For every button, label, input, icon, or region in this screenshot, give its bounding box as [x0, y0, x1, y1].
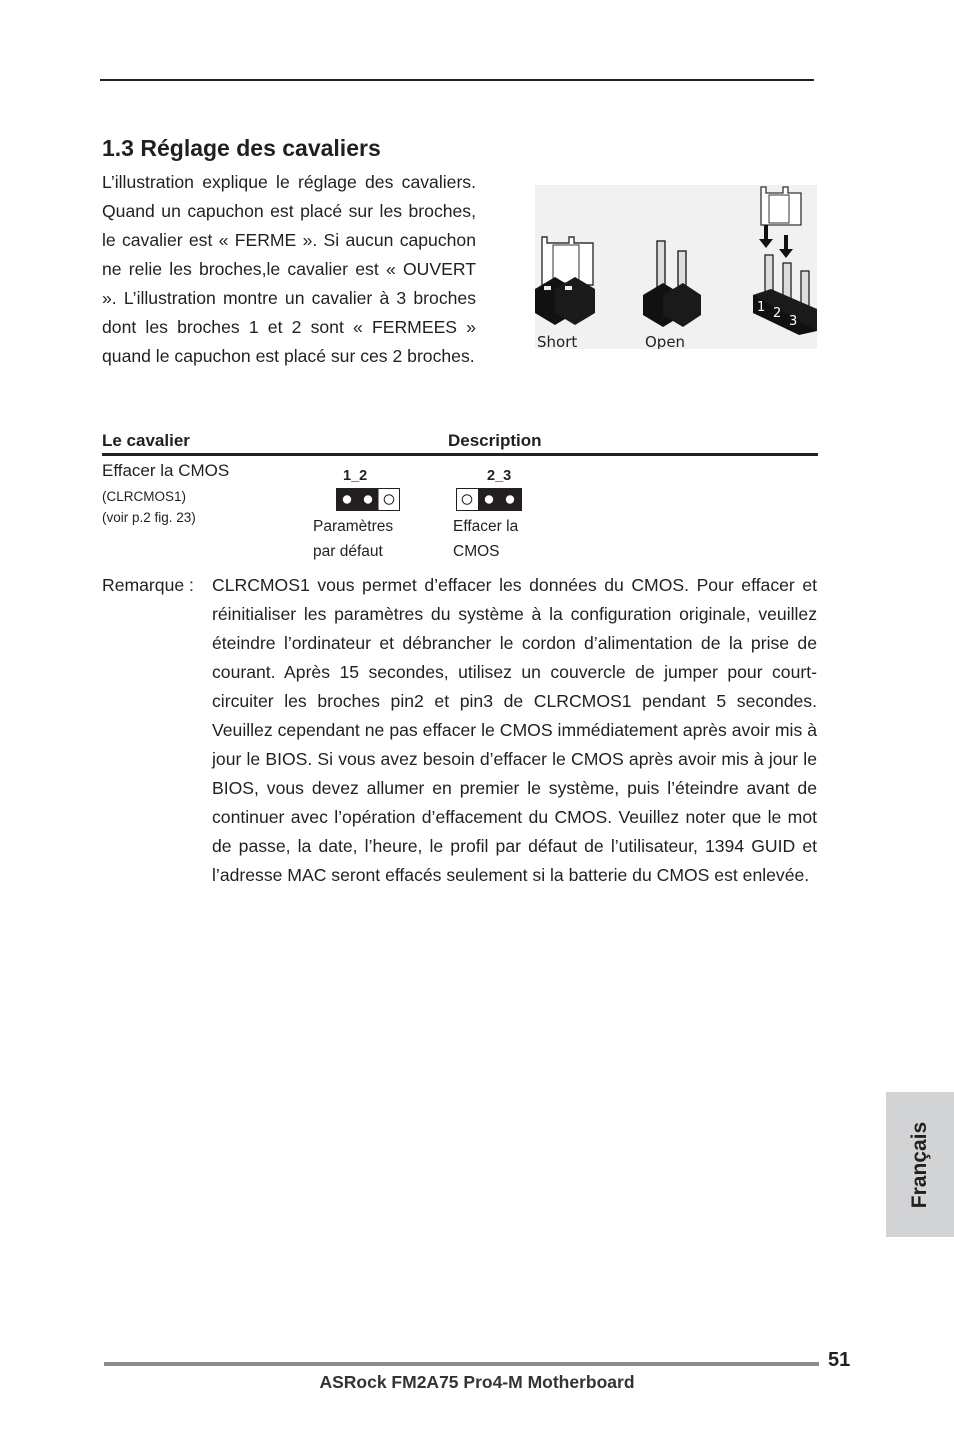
- pin-number-2: 2: [773, 306, 782, 321]
- footer-product: ASRock FM2A75 Pro4-M Motherboard: [319, 1372, 635, 1392]
- intro-paragraph: L’illustration explique le réglage des cavaliers. Quand un capuchon est placé sur les broches, le cavalier est « FERME ». Si aucun capuchon ne relie les broches,le cavalier est « OUVERT ». L’illustration montre un cavalier à 3 broches dont les broches 1 et 2 sont « FERMEES » quand le capuchon est placé sur ces 2 broches.: [102, 172, 476, 366]
- default-caption-line1: Paramètres: [313, 518, 394, 535]
- pin-number-1: 1: [757, 300, 766, 315]
- clear-pins-label: 2_3: [487, 468, 512, 484]
- jumper-reference: (voir p.2 fig. 23): [102, 510, 196, 525]
- table-header-jumper: Le cavalier: [102, 431, 190, 450]
- default-pins-label: 1_2: [343, 468, 368, 484]
- short-label: Short: [537, 333, 578, 349]
- language-tab: [886, 1092, 954, 1237]
- default-jumper-icon: [336, 488, 400, 512]
- section-title: 1.3 Réglage des cavaliers: [102, 135, 381, 161]
- table-rule: [102, 453, 818, 456]
- default-caption-line2: par défaut: [313, 543, 383, 560]
- short-jumper-figure: [535, 237, 595, 325]
- jumper-illustration: [535, 185, 817, 349]
- language-tab-label: Français: [908, 1121, 931, 1208]
- clear-jumper-icon: [456, 488, 522, 512]
- jumper-code: (CLRCMOS1): [102, 489, 187, 504]
- open-label: Open: [645, 333, 686, 349]
- remark-label: Remarque :: [102, 575, 194, 595]
- table-header-description: Description: [448, 431, 542, 450]
- pin-number-3: 3: [789, 314, 798, 329]
- footer-rule: [104, 1362, 819, 1366]
- clear-caption-line1: Effacer la: [453, 518, 519, 535]
- clear-caption-line2: CMOS: [453, 543, 500, 560]
- remark-text: CLRCMOS1 vous permet d’effacer les données du CMOS. Pour effacer et réinitialiser les paramètres du système à la configuration originale, veuillez éteindre l’ordinateur et débrancher le cordon d’alimentation de la prise de courant. Après 15 secondes, utilisez un couvercle de jumper pour court-circuiter les broches pin2 et pin3 de CLRCMOS1 pendant 5 secondes. Veuillez cependant ne pas effacer le CMOS immédiatement après avoir mis à jour le BIOS. Si vous avez besoin d’effacer le CMOS après avoir mis à jour le BIOS, vous devez allumer en premier le système, puis l’éteindre avant de continuer avec l’opération d’effacement du CMOS. Veuillez noter que le mot de passe, la date, l’heure, le profil par défaut de l’utilisateur, 1394 GUID et l’adresse MAC seront effacés seulement si la batterie du CMOS est enlevée.: [212, 575, 817, 885]
- page-number: 51: [828, 1349, 851, 1371]
- jumper-name: Effacer la CMOS: [102, 461, 230, 480]
- top-rule: [100, 79, 814, 81]
